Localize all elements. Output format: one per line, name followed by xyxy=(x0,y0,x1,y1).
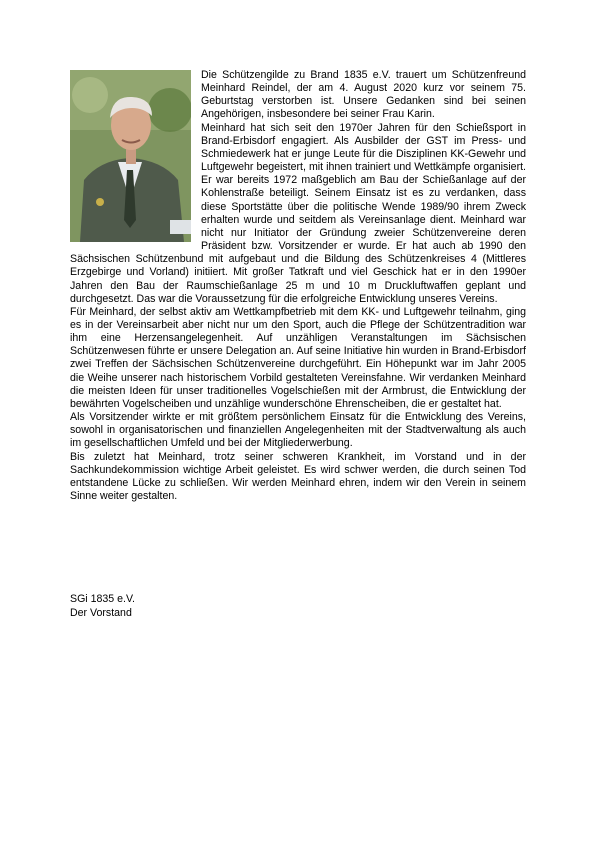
signature-board: Der Vorstand xyxy=(70,606,132,619)
paragraph-closing: Bis zuletzt hat Meinhard, trotz seiner schweren Krankheit, im Vorstand und in der Sachkundekommission wichtige Arbeit geleistet. Es wird schwer werden, die durch seinen Tod entstandene Lücke zu schließen. Wir werden Meinhard ehren, indem wir den Verein in seinem Sinne weiter gestalten. xyxy=(70,450,526,502)
paragraph-intro: Die Schützengilde zu Brand 1835 e.V. trauert um Schützenfreund Meinhard Reindel, der am 4. August 2020 kurz vor seinem 75. Geburtstag verstorben ist. Unsere Gedanken sind bei seinen Angehörigen, insbesondere bei seiner Frau Karin. xyxy=(201,69,526,121)
obituary-text xyxy=(70,69,526,503)
photo-spacer xyxy=(70,69,201,245)
paragraph-history: Meinhard hat sich seit den 1970er Jahren für den Schießsport in Brand-Erbisdorf engagiert. Als Ausbilder der GST im Press- und Schmiedewerk hat er junge Leute für die Disziplinen KK-Gewehr und Luftgewehr begeistert, mit ihnen trainiert und Wettkämpfe organisiert. Er war bereits 1972 maßgeblich am Bau der Schießanlage auf der Kohlenstraße beteiligt. Seinem Einsatz ist es zu verdanken, dass diese Sportstätte über die politische Wende 1989/90 ihrem Zweck erhalten wurde und seitdem als Vereinsanlage dient. Meinhard war nicht nur Initiator der Gründung zweier Schützenvereine deren Präsident bzw. Vorsitzender er wurde. Er hat auch ab 1990 den Sächsischen Schützenbund mit aufgebaut und die Bildung des Schützenkreises 4 (Mittleres Erzgebirge und Vorland) initiiert. Mit großer Tatkraft und viel Geschick hat er in den 1990er Jahren den Bau der Raumschießanlage 25 m und 10 m Druckluftwaffen geplant und durchgesetzt. Das war die Voraussetzung für die erfolgreiche Entwicklung unseres Vereins. xyxy=(70,121,526,305)
paragraph-chairman: Als Vorsitzender wirkte er mit größtem persönlichem Einsatz für die Entwicklung des Vereins, sowohl in organisatorischen und finanziellen Angelegenheiten mit der Stadtverwaltung als auch im gesellschaftlichen Umfeld und bei der Mitgliederwerbung. xyxy=(70,411,526,450)
signature-org: SGi 1835 e.V. xyxy=(70,593,135,605)
paragraph-tradition: Für Meinhard, der selbst aktiv am Wettkampfbetrieb mit dem KK- und Luftgewehr teilnahm, ging es in der Vereinsarbeit aber nicht nur um den Sport, auch die Pflege der Schützentradition war ihm eine Herzensangelegenheit. Auf unzähligen Veranstaltungen im Sächsischen Schützenwesen führte er unsere Delegation an. Auf seine Initiative hin wurden in Brand-Erbisdorf zwei Treffen der Sächsischen Schützenvereine durchgeführt. Ein Höhepunkt war im Jahr 2005 die Weihe unserer nach historischem Vorbild gestalteten Vereinsfahne. Wir verdanken Meinhard die meisten Ideen für unser traditionelles Vogelschießen mit der Armbrust, die Entwicklung der bewährten Vogelscheiben und unzählige wunderschöne Ehrenscheiben, die er gestaltet hat. xyxy=(70,305,526,410)
signature-block xyxy=(70,593,135,620)
